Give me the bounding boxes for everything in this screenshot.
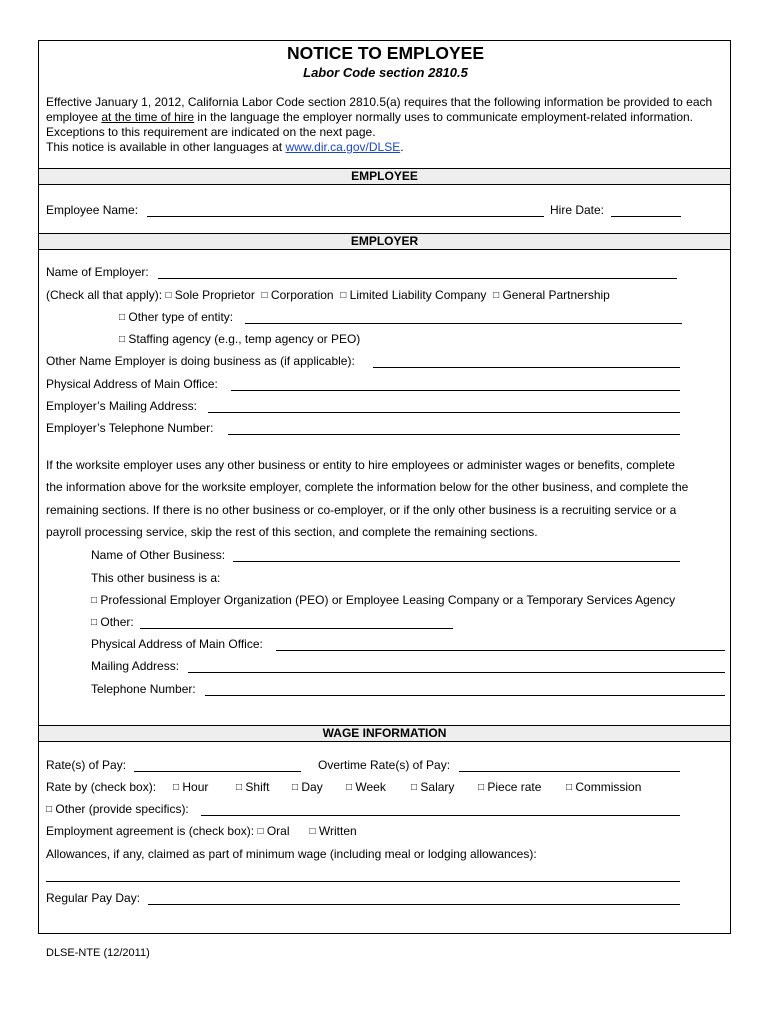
hour-label: Hour bbox=[182, 780, 209, 794]
other-business-type-label: This other business is a: bbox=[91, 571, 221, 585]
pay-day-label: Regular Pay Day: bbox=[46, 891, 141, 905]
page-subtitle: Labor Code section 2810.5 bbox=[303, 65, 468, 80]
rate-day bbox=[292, 780, 323, 796]
staffing-agency-label: Staffing agency (e.g., temp agency or PEO) bbox=[128, 332, 361, 346]
oral-label: Oral bbox=[266, 824, 290, 838]
overtime-rate-label: Overtime Rate(s) of Pay: bbox=[318, 758, 451, 772]
day-checkbox[interactable]: □ bbox=[292, 782, 299, 793]
other-business-other-label: Other: bbox=[100, 615, 134, 629]
rate-salary bbox=[411, 780, 454, 796]
form-id: DLSE-NTE (12/2011) bbox=[46, 947, 150, 959]
dlse-link[interactable]: www.dir.ca.gov/DLSE bbox=[285, 140, 401, 154]
rate-week bbox=[346, 780, 386, 796]
shift-label: Shift bbox=[245, 780, 270, 794]
peo-checkbox[interactable]: □ bbox=[91, 595, 98, 606]
worksite-line-4: payroll processing service, skip the rest of this section, and complete the remaining sections. bbox=[46, 524, 538, 539]
check-all-label: (Check all that apply): bbox=[46, 288, 163, 302]
worksite-instructions bbox=[46, 454, 726, 543]
rate-of-pay-field[interactable] bbox=[134, 771, 301, 772]
worksite-line-2: the information above for the worksite employer, complete the information below for the other business, and complete the bbox=[46, 480, 689, 495]
staffing-row bbox=[119, 332, 360, 348]
dba-label: Other Name Employer is doing business as (if applicable): bbox=[46, 354, 355, 368]
page-title: NOTICE TO EMPLOYEE bbox=[286, 43, 485, 63]
peo-label: Professional Employer Organization (PEO) or Employee Leasing Company or a Temporary Services Agency bbox=[100, 593, 676, 607]
piece-rate-label: Piece rate bbox=[487, 780, 542, 794]
employer-mailing-field[interactable] bbox=[208, 412, 680, 413]
rate-of-pay-label: Rate(s) of Pay: bbox=[46, 758, 127, 772]
staffing-agency-checkbox[interactable]: □ bbox=[119, 334, 126, 345]
allowances-field[interactable] bbox=[46, 881, 680, 882]
shift-checkbox[interactable]: □ bbox=[236, 782, 243, 793]
salary-checkbox[interactable]: □ bbox=[411, 782, 418, 793]
employer-mailing-label: Employer’s Mailing Address: bbox=[46, 399, 197, 413]
hire-date-label: Hire Date: bbox=[550, 203, 605, 217]
salary-label: Salary bbox=[420, 780, 455, 794]
other-entity-row bbox=[119, 310, 233, 326]
hire-date-field[interactable] bbox=[611, 216, 681, 217]
other-mailing-label: Mailing Address: bbox=[91, 659, 180, 673]
sole-proprietor-label: Sole Proprietor bbox=[174, 288, 255, 302]
commission-checkbox[interactable]: □ bbox=[566, 782, 573, 793]
rate-commission bbox=[566, 780, 641, 796]
employer-name-field[interactable] bbox=[158, 278, 677, 279]
other-phone-field[interactable] bbox=[205, 695, 725, 696]
agreement-row bbox=[46, 824, 357, 840]
corporation-checkbox[interactable]: □ bbox=[261, 290, 268, 301]
other-mailing-field[interactable] bbox=[188, 672, 725, 673]
written-checkbox[interactable]: □ bbox=[309, 826, 316, 837]
other-entity-checkbox[interactable]: □ bbox=[119, 312, 126, 323]
allowances-label: Allowances, if any, claimed as part of minimum wage (including meal or lodging allowances): bbox=[46, 847, 537, 861]
other-business-other-field[interactable] bbox=[140, 628, 453, 629]
other-business-other-row bbox=[91, 615, 134, 631]
worksite-line-3: remaining sections. If there is no other business or co-employer, or if the only other business is a recruiting service or a bbox=[46, 502, 677, 517]
rate-by-label: Rate by (check box): bbox=[46, 780, 157, 794]
week-checkbox[interactable]: □ bbox=[346, 782, 353, 793]
availability-end: . bbox=[400, 140, 404, 154]
other-entity-field[interactable] bbox=[245, 323, 682, 324]
week-label: Week bbox=[355, 780, 386, 794]
general-partnership-label: General Partnership bbox=[502, 288, 610, 302]
other-address-label: Physical Address of Main Office: bbox=[91, 637, 263, 651]
llc-checkbox[interactable]: □ bbox=[340, 290, 347, 301]
wage-other-row bbox=[46, 802, 189, 818]
wage-other-label: Other (provide specifics): bbox=[55, 802, 189, 816]
intro-paragraph bbox=[46, 95, 726, 155]
dba-field[interactable] bbox=[373, 367, 680, 368]
piece-rate-checkbox[interactable]: □ bbox=[478, 782, 485, 793]
section-employee-header: EMPLOYEE bbox=[39, 168, 730, 185]
corporation-label: Corporation bbox=[270, 288, 334, 302]
other-business-other-checkbox[interactable]: □ bbox=[91, 617, 98, 628]
employer-address-field[interactable] bbox=[231, 390, 680, 391]
other-business-name-field[interactable] bbox=[233, 561, 680, 562]
general-partnership-checkbox[interactable]: □ bbox=[493, 290, 500, 301]
employer-name-label: Name of Employer: bbox=[46, 265, 149, 279]
other-business-name-label: Name of Other Business: bbox=[91, 548, 226, 562]
section-employer-header: EMPLOYER bbox=[39, 233, 730, 250]
hour-checkbox[interactable]: □ bbox=[173, 782, 180, 793]
agreement-label: Employment agreement is (check box): bbox=[46, 824, 255, 838]
wage-other-checkbox[interactable]: □ bbox=[46, 804, 53, 815]
employer-phone-label: Employer’s Telephone Number: bbox=[46, 421, 214, 435]
employee-name-label: Employee Name: bbox=[46, 203, 139, 217]
overtime-rate-field[interactable] bbox=[459, 771, 680, 772]
commission-label: Commission bbox=[575, 780, 642, 794]
availability-text: This notice is available in other languages at bbox=[46, 140, 286, 154]
other-entity-label: Other type of entity: bbox=[128, 310, 234, 324]
llc-label: Limited Liability Company bbox=[349, 288, 487, 302]
section-wage-header: WAGE INFORMATION bbox=[39, 725, 730, 742]
employee-name-field[interactable] bbox=[147, 216, 544, 217]
rate-shift bbox=[236, 780, 269, 796]
other-phone-label: Telephone Number: bbox=[91, 682, 196, 696]
pay-day-field[interactable] bbox=[148, 904, 680, 905]
employer-address-label: Physical Address of Main Office: bbox=[46, 377, 218, 391]
entity-type-row bbox=[46, 288, 610, 304]
intro-underlined: at the time of hire bbox=[101, 110, 195, 124]
sole-proprietor-checkbox[interactable]: □ bbox=[165, 290, 172, 301]
rate-piece bbox=[478, 780, 541, 796]
intro-text-1: Effective January 1, 2012, California Labor Code section 2810.5(a) requires that the following information be provided to each employee bbox=[46, 95, 713, 124]
rate-hour bbox=[173, 780, 208, 796]
other-address-field[interactable] bbox=[276, 650, 725, 651]
peo-row bbox=[91, 593, 675, 609]
oral-checkbox[interactable]: □ bbox=[257, 826, 264, 837]
worksite-line-1: If the worksite employer uses any other business or entity to hire employees or administer wages or benefits, complete bbox=[46, 458, 675, 472]
written-label: Written bbox=[318, 824, 357, 838]
intro-text-2: in the language the employer normally uses to communicate employment-related information. Exceptions to this requirement are indicated on the next page. bbox=[46, 110, 694, 139]
wage-other-field[interactable] bbox=[201, 815, 680, 816]
employer-phone-field[interactable] bbox=[228, 434, 680, 435]
day-label: Day bbox=[301, 780, 323, 794]
notice-form bbox=[38, 40, 731, 959]
